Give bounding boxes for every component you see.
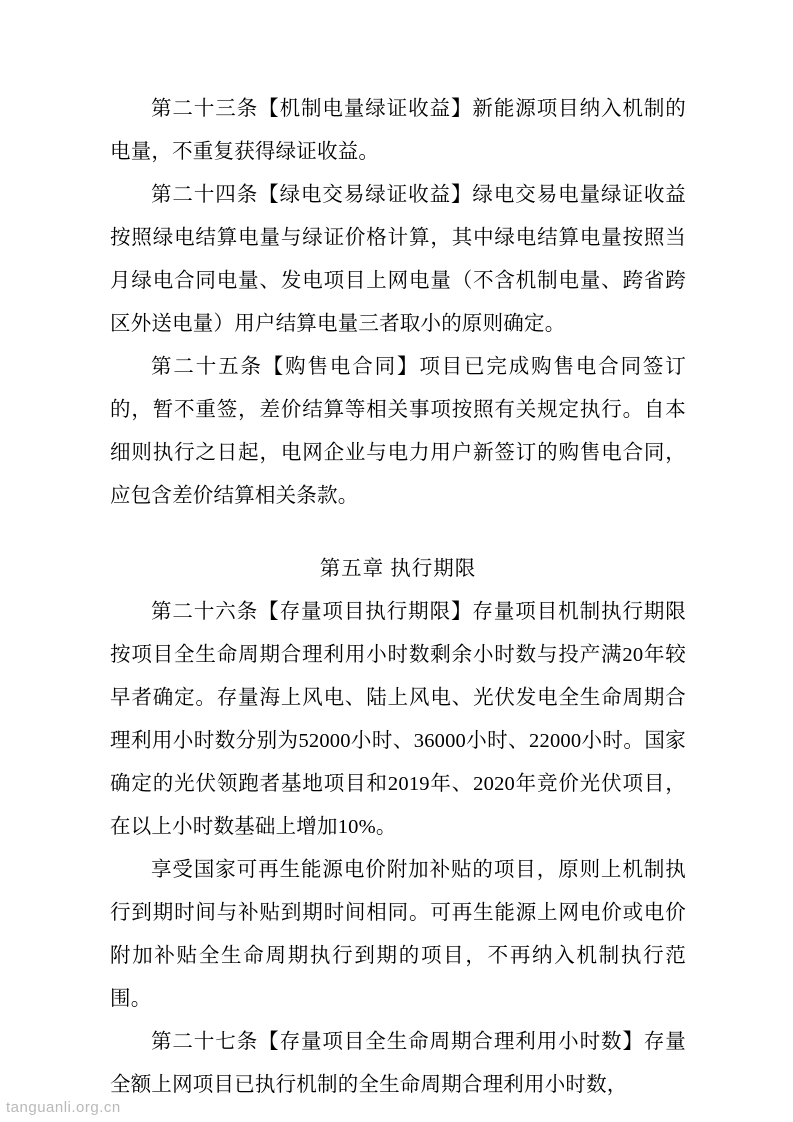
paragraph-article-27: 第二十七条【存量项目全生命周期合理利用小时数】存量全额上网项目已执行机制的全生命周期合理利用小时数， <box>110 1031 686 1096</box>
paragraph-article-26: 第二十六条【存量项目执行期限】存量项目机制执行期限按项目全生命周期合理利用小时数剩余小时数与投产满20年较早者确定。存量海上风电、陆上风电、光伏发电全生命周期合理利用小时数分别为52000小时、36000小时、22000小时。国家确定的光伏领跑者基地项目和2019年、2020年竞价光伏项目，在以上小时数基础上增加10%。 <box>110 601 686 838</box>
paragraph-article-23: 第二十三条【机制电量绿证收益】新能源项目纳入机制的电量，不重复获得绿证收益。 <box>110 98 686 163</box>
watermark-label: tanguanli.org.cn <box>6 1099 121 1116</box>
paragraph-subsidy-note: 享受国家可再生能源电价附加补贴的项目，原则上机制执行到期时间与补贴到期时间相同。可再生能源上网电价或电价附加补贴全生命周期执行到期的项目，不再纳入机制执行范围。 <box>110 859 686 1010</box>
paragraph-article-25: 第二十五条【购售电合同】项目已完成购售电合同签订的，暂不重签，差价结算等相关事项按照有关规定执行。自本细则执行之日起，电网企业与电力用户新签订的购售电合同，应包含差价结算相关条款。 <box>110 356 686 507</box>
paragraph-article-24: 第二十四条【绿电交易绿证收益】绿电交易电量绿证收益按照绿电结算电量与绿证价格计算，其中绿电结算电量按照当月绿电合同电量、发电项目上网电量（不含机制电量、跨省跨区外送电量）用户结算电量三者取小的原则确定。 <box>110 184 686 335</box>
heading-spacer <box>110 518 686 548</box>
document-body <box>110 88 686 1107</box>
chapter-heading-five: 第五章 执行期限 <box>319 558 477 580</box>
